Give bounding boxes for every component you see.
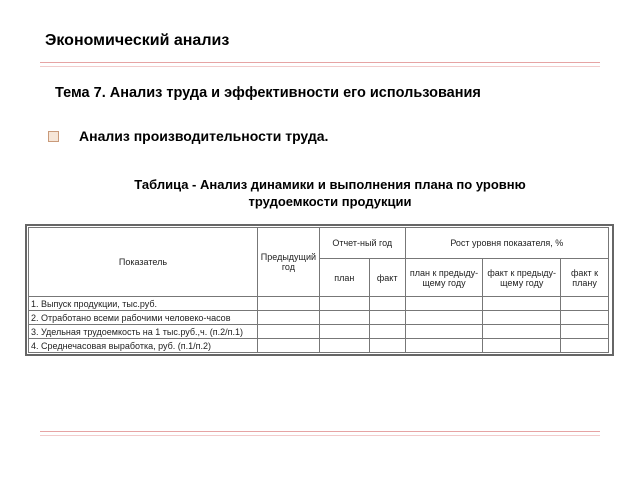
header-fact-vs-plan-line1: факт к [571,267,599,278]
header-fact-vs-prev [483,259,561,297]
table-cell [319,311,369,325]
header-fact-vs-plan [561,259,609,297]
table-cell [405,325,483,339]
labor-intensity-table [28,227,609,353]
row-label: 3. Удельная трудоемкость на 1 тыс.руб.,ч. (п.2/п.1) [29,325,258,339]
table-cell [483,325,561,339]
header-fact-vs-plan-line2: плану [572,277,597,288]
table-cell [483,339,561,353]
table-cell [257,311,319,325]
table-cell [561,297,609,311]
table-row [29,325,609,339]
header-divider-thin [40,66,600,67]
table-cell [369,311,405,325]
header-previous-year-line2: год [281,262,295,272]
table-row [29,339,609,353]
labor-intensity-table-frame [25,224,614,356]
table-cell [561,325,609,339]
table-cell [369,339,405,353]
header-indicator: Показатель [29,228,258,297]
header-divider [40,62,600,63]
square-bullet-icon [48,131,59,142]
row-label: 4. Среднечасовая выработка, руб. (п.1/п.2) [29,339,258,353]
table-cell [561,311,609,325]
table-caption [60,176,600,210]
header-fact-vs-prev-line2: щему году [500,277,544,288]
header-plan-vs-prev-line2: щему году [422,277,466,288]
table-cell [561,339,609,353]
bullet-item [48,128,328,144]
table-cell [319,339,369,353]
table-cell [319,325,369,339]
caption-line-2: трудоемкости продукции [248,194,412,209]
table-cell [369,297,405,311]
table-row [29,297,609,311]
table-cell [405,339,483,353]
header-fact-vs-prev-line1: факт к предыду- [487,267,557,278]
table-cell [405,311,483,325]
header-fact: факт [369,259,405,297]
row-label: 1. Выпуск продукции, тыс.руб. [29,297,258,311]
caption-line-1: Таблица - Анализ динамики и выполнения плана по уровню [134,177,526,192]
table-cell [257,297,319,311]
table-cell [483,311,561,325]
table-cell [483,297,561,311]
header-previous-year-line1: Предыдущий [260,252,316,262]
table-row [29,311,609,325]
header-plan-vs-prev [405,259,483,297]
footer-divider [40,431,600,432]
table-cell [257,325,319,339]
footer-divider-thin [40,435,600,436]
row-label: 2. Отработано всеми рабочими человеко-часов [29,311,258,325]
topic-heading: Тема 7. Анализ труда и эффективности его использования [55,85,481,101]
header-plan-vs-prev-line1: план к предыду- [409,267,479,278]
header-report-year: Отчет-ный год [319,228,405,259]
header-previous-year [257,228,319,297]
table-cell [257,339,319,353]
table-cell [405,297,483,311]
slide-header-title: Экономический анализ [45,32,230,49]
header-growth: Рост уровня показателя, % [405,228,608,259]
header-row-1 [29,228,609,259]
bullet-text: Анализ производительности труда. [79,128,329,144]
header-plan: план [319,259,369,297]
table-cell [319,297,369,311]
table-cell [369,325,405,339]
